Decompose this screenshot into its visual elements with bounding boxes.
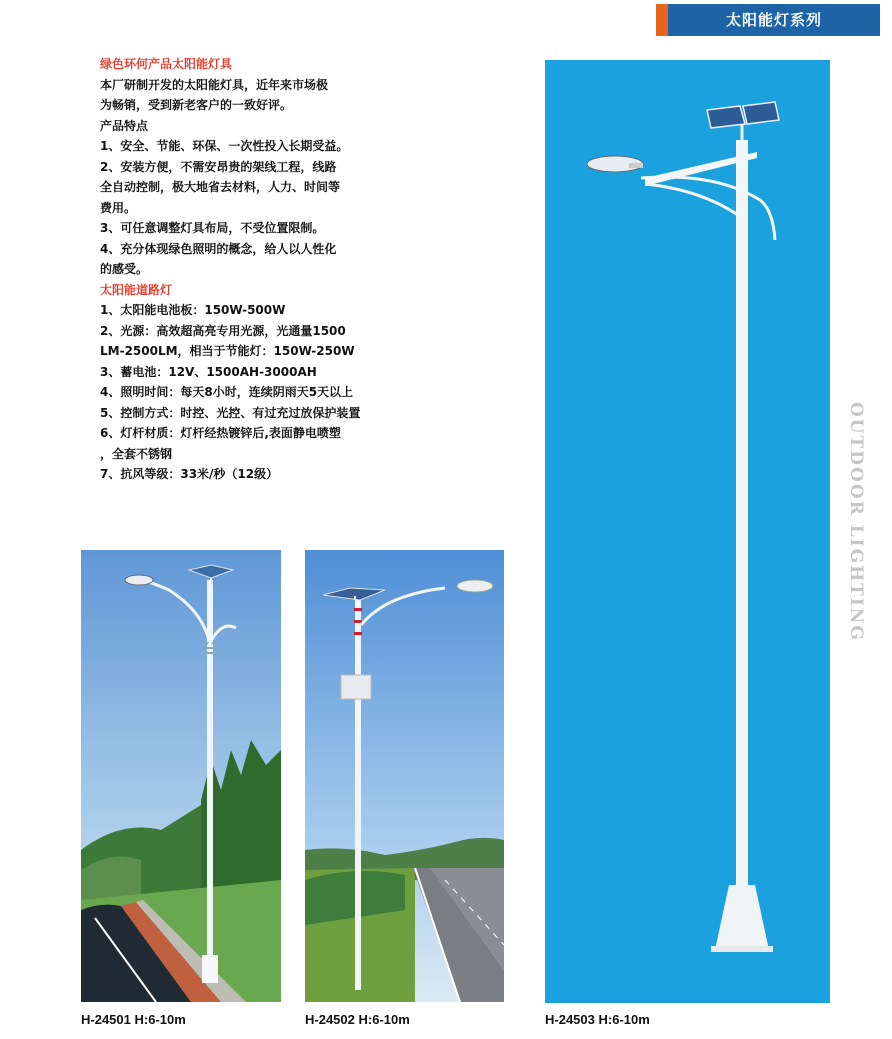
intro-line: 本厂研制开发的太阳能灯具，近年来市场极: [100, 77, 329, 92]
spec-item: 1、太阳能电池板：150W-500W: [100, 303, 286, 317]
feature-item: 全自动控制，极大地省去材料，人力、时间等: [100, 180, 341, 194]
page-header: [656, 4, 880, 36]
intro-line: 为畅销，受到新老客户的一致好评。: [100, 98, 293, 112]
product-caption: H-24502 H:6-10m: [305, 1012, 410, 1027]
product-caption: H-24503 H:6-10m: [545, 1012, 650, 1027]
section-title-solar-road-light: 太阳能道路灯: [100, 282, 173, 297]
street-lamp-photo-1: [81, 550, 281, 1002]
header-accent: [656, 4, 668, 36]
spec-item: 5、控制方式：时控、光控、有过充过放保护装置: [100, 405, 361, 420]
feature-item: 4、充分体现绿色照明的概念，给人以人性化: [100, 241, 337, 256]
spec-item: 3、蓄电池：12V、1500AH-3000AH: [100, 364, 317, 379]
outdoor-lighting-vertical-label: OUTDOOR LIGHTING: [846, 402, 866, 642]
street-lamp-photo-2: [305, 550, 504, 1002]
product-caption: H-24501 H:6-10m: [81, 1012, 186, 1027]
spec-item: 2、光源：高效超高亮专用光源，光通量1500: [100, 323, 346, 338]
section-title-green-product: 绿色环何产品太阳能灯具: [100, 57, 233, 71]
header-title: 太阳能灯系列: [668, 4, 880, 36]
product-photo-h24503: [545, 60, 830, 1003]
spec-item: ，全套不锈钢: [100, 446, 173, 461]
feature-item: 1、安全、节能、环保、一次性投入长期受益。: [100, 139, 349, 153]
feature-item: 2、安装方便，不需安昂贵的架线工程，线路: [100, 159, 337, 174]
spec-item: 6、灯杆材质：灯杆经热镀锌后,表面静电喷塑: [100, 426, 341, 440]
spec-item: 4、照明时间：每天8小时，连续阴雨天5天以上: [100, 385, 354, 399]
feature-item: 费用。: [100, 200, 137, 215]
product-photo-h24501: [81, 550, 281, 1002]
product-photo-h24502: [305, 550, 504, 1002]
product-description: [100, 54, 400, 485]
features-title: 产品特点: [100, 118, 149, 133]
spec-item: LM-2500LM，相当于节能灯：150W-250W: [100, 344, 355, 358]
street-lamp-photo-3: [545, 60, 830, 1003]
feature-item: 的感受。: [100, 262, 149, 276]
feature-item: 3、可任意调整灯具布局，不受位置限制。: [100, 221, 325, 235]
spec-item: 7、抗风等级：33米/秒（12级）: [100, 467, 279, 481]
